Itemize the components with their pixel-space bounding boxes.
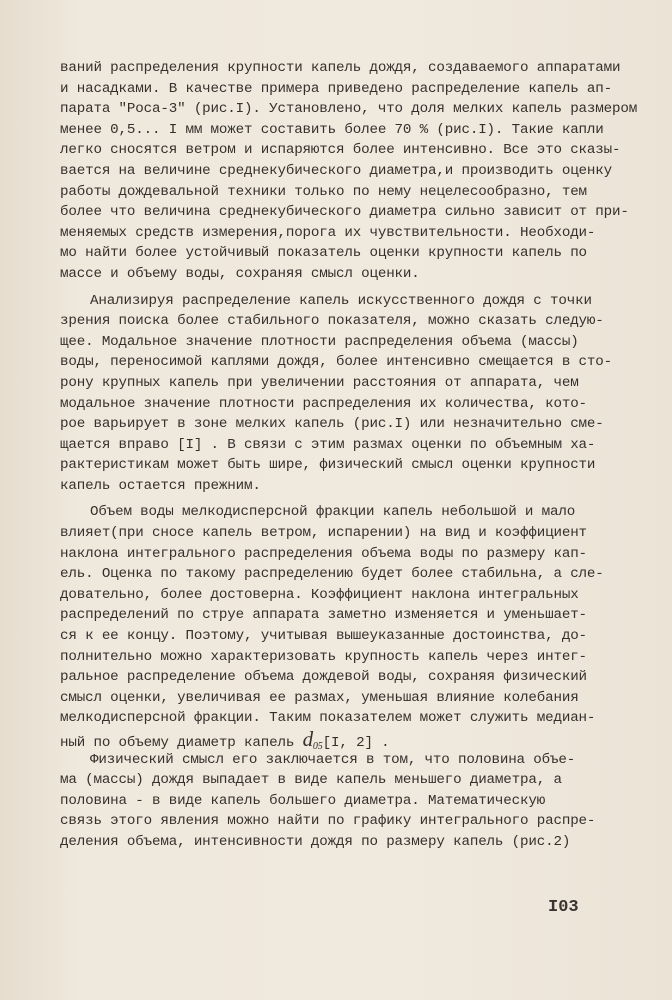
text-line: легко сносятся ветром и испаряются более интенсивно. Все это сказы- — [60, 142, 621, 159]
text-line: довательно, более достоверна. Коэффициент наклона интегральных — [60, 586, 579, 603]
paragraph — [60, 502, 608, 752]
text-line: рое варьирует в зоне мелких капель (рис.I) или незначительно сме- — [60, 416, 604, 433]
text-line: Объем воды мелкодисперсной фракции капель небольшой и мало — [90, 504, 576, 521]
text-line: щается вправо [I] . В связи с этим размах оценки по объемным ха- — [60, 436, 596, 453]
text-line: мо найти более устойчивый показатель оценки крупности капель по — [60, 245, 587, 262]
text-line: смысл оценки, увеличивая ее размах, уменьшая влияние колебания — [60, 689, 579, 706]
text-line: распределений по струе аппарата заметно изменяется и уменьшает- — [60, 607, 587, 624]
text-line: ель. Оценка по такому распределению будет более стабильна, а сле- — [60, 566, 604, 583]
paragraph — [60, 291, 613, 497]
text-line: и насадками. В качестве примера приведено распределение капель ап- — [60, 80, 613, 97]
text-line: зрения поиска более стабильного показателя, можно сказать следую- — [60, 313, 604, 330]
text-line: модальное значение плотности распределения их количества, кото- — [60, 395, 587, 412]
text-line: более что величина среднекубического диаметра сильно зависит от при- — [60, 204, 629, 221]
text-line: половина - в виде капель большего диаметра. Математическую — [60, 792, 546, 809]
text-line: капель остается прежним. — [60, 477, 261, 494]
text-line: ральное распределение объема дождевой воды, сохраняя физический — [60, 669, 587, 686]
text-line: массе и объему воды, сохраняя смысл оценки. — [60, 265, 420, 282]
text-line: Физический смысл его заключается в том, что половина объе- — [90, 751, 576, 768]
text-line: ся к ее концу. Поэтому, учитывая вышеуказанные достоинства, до- — [60, 628, 587, 645]
text-line: ма (массы) дождя выпадает в виде капель меньшего диаметра, а — [60, 772, 562, 789]
median-diameter-formula — [303, 727, 323, 751]
paragraph — [60, 750, 608, 853]
text-line: влияет(при сносе капель ветром, испарении) на вид и коэффициент — [60, 525, 587, 542]
body-text — [60, 58, 638, 853]
formula-line-prefix: ный по объему диаметр капель — [60, 735, 303, 751]
text-line-with-formula — [60, 729, 608, 750]
text-line: полнительно можно характеризовать крупность капель через интег- — [60, 648, 587, 665]
page-number: I03 — [548, 898, 579, 917]
text-line: воды, переносимой каплями дождя, более интенсивно смещается в сто- — [60, 354, 613, 371]
text-line: деления объема, интенсивности дождя по размеру капель (рис.2) — [60, 833, 571, 850]
text-line: мелкодисперсной фракции. Таким показателем может служить медиан- — [60, 710, 596, 727]
text-line: рону крупных капель при увеличении расстояния от аппарата, чем — [60, 374, 579, 391]
text-line: работы дождевальной техники только по нему нецелесообразно, тем — [60, 183, 587, 200]
formula-symbol: d — [302, 727, 313, 751]
text-line: меняемых средств измерения,порога их чувствительности. Необходи- — [60, 224, 596, 241]
text-line: Анализируя распределение капель искусственного дождя с точки — [90, 292, 592, 309]
text-line: ваний распределения крупности капель дождя, создаваемого аппаратами — [60, 60, 621, 76]
text-line: щее. Модальное значение плотности распределения объема (массы) — [60, 333, 579, 350]
paragraph — [60, 58, 638, 285]
text-line: менее 0,5... I мм может составить более 70 % (рис.I). Такие капли — [60, 121, 604, 138]
formula-subscript: 05 — [312, 741, 323, 752]
text-line: рактеристикам может быть шире, физический смысл оценки крупности — [60, 457, 596, 474]
text-line: парата "Роса-3" (рис.I). Установлено, что доля мелких капель размером — [60, 101, 638, 118]
text-line: вается на величине среднекубического диаметра,и производить оценку — [60, 162, 613, 179]
text-line: наклона интегрального распределения объема воды по размеру кап- — [60, 545, 587, 562]
formula-line-suffix: [I, 2] . — [322, 735, 390, 751]
text-line: связь этого явления можно найти по графику интегрального распре- — [60, 813, 596, 830]
